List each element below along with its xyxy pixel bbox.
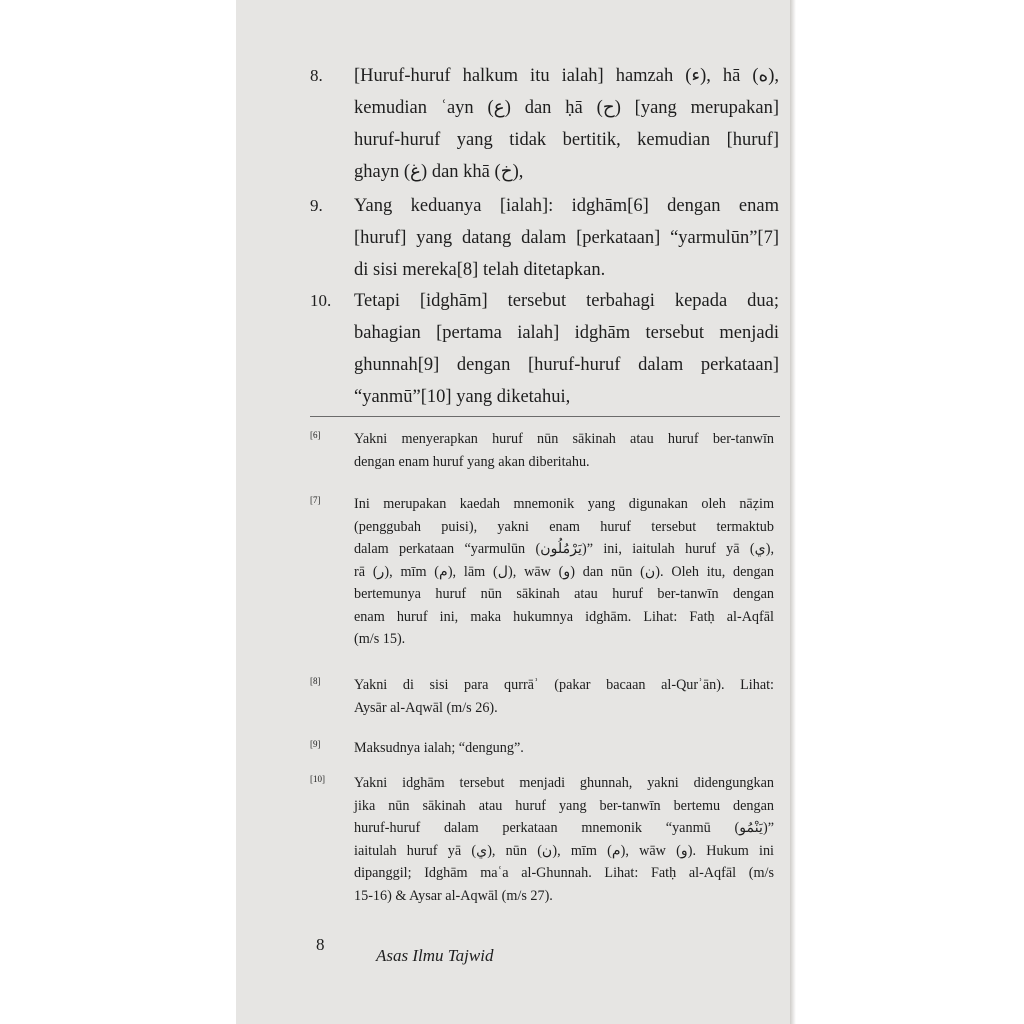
footnote-marker: [6] (310, 430, 321, 440)
book-page (236, 0, 790, 1024)
footnote-text (354, 493, 774, 651)
footnote-line: Yakni di sisi para qurrāʾ (pakar bacaan al-Qurʾān). Lihat: (354, 677, 774, 693)
footnote-line: rā (ر), mīm (م), lām (ل), wāw (و) dan nūn (ن). Oleh itu, dengan (354, 563, 775, 580)
footnote-marker: [8] (310, 676, 321, 686)
footnote-line: 15-16) & Aysar al-Aqwāl (m/s 27). (354, 887, 553, 904)
footnote-text (354, 772, 774, 907)
footnote-line: (m/s 15). (354, 631, 406, 647)
verse-text (354, 190, 779, 286)
footnote-line: bertemunya huruf nūn sākinah atau huruf ber-tanwīn dengan (354, 586, 774, 602)
footnote-line: huruf-huruf dalam perkataan mnemonik “yanmū (يَنْمُو)” (354, 820, 774, 836)
verse-line: Tetapi [idghām] tersebut terbahagi kepada dua; (354, 291, 779, 311)
verse-line: kemudian ʿayn (ع) dan ḥā (ح) [yang merupakan] (354, 98, 779, 118)
footnote-marker: [10] (310, 774, 325, 784)
footnote-line: dipanggil; Idghām maʿa al-Ghunnah. Lihat: Fatḥ al-Aqfāl (m/s (354, 865, 774, 881)
verse-line: ghayn (غ) dan khā (خ), (354, 162, 524, 182)
running-title: Asas Ilmu Tajwid (376, 946, 494, 965)
page-number: 8 (316, 935, 325, 954)
footnote-line: dengan enam huruf yang akan diberitahu. (354, 453, 590, 470)
verse-number: 8. (310, 66, 323, 85)
footnote-line: enam huruf ini, maka hukumnya idghām. Lihat: Fatḥ al-Aqfāl (354, 608, 774, 625)
page-edge-shadow (790, 0, 796, 1024)
footnote-line: Yakni idghām tersebut menjadi ghunnah, yakni didengungkan (354, 775, 774, 791)
verse-text (354, 285, 779, 413)
verse-line: [huruf] yang datang dalam [perkataan] “yarmulūn”[7] (354, 228, 779, 248)
verse-line: ghunnah[9] dengan [huruf-huruf dalam perkataan] (354, 355, 779, 375)
footnote-divider (310, 416, 780, 417)
footnote-line: jika nūn sākinah atau huruf yang ber-tanwīn bertemu dengan (354, 797, 774, 814)
verse-line: “yanmū”[10] yang diketahui, (354, 387, 571, 407)
footnote-text (354, 428, 774, 473)
footnote-text (354, 737, 774, 760)
verse-line: [Huruf-huruf halkum itu ialah] hamzah (ء), hā (ه), (354, 66, 779, 86)
footnote-line: Yakni menyerapkan huruf nūn sākinah atau huruf ber-tanwīn (354, 431, 774, 447)
verse-line: bahagian [pertama ialah] idghām tersebut menjadi (354, 323, 779, 343)
footnote-line: dalam perkataan “yarmulūn (يَرْمُلُون)” ini, iaitulah huruf yā (ي), (354, 541, 774, 557)
verse-line: huruf-huruf yang tidak bertitik, kemudian [huruf] (354, 130, 779, 150)
footnote-text (354, 674, 774, 719)
footnote-line: Ini merupakan kaedah mnemonik yang digunakan oleh nāẓim (354, 496, 774, 512)
verse-text (354, 60, 779, 188)
footnote-line: Aysār al-Aqwāl (m/s 26). (354, 699, 498, 716)
verse-line: di sisi mereka[8] telah ditetapkan. (354, 260, 606, 280)
footnote-marker: [9] (310, 739, 321, 749)
footnote-marker: [7] (310, 495, 321, 505)
footnote-line: Maksudnya ialah; “dengung”. (354, 740, 524, 756)
footnote-line: iaitulah huruf yā (ي), nūn (ن), mīm (م), wāw (و). Hukum ini (354, 842, 774, 859)
verse-number: 9. (310, 196, 323, 215)
verse-line: Yang keduanya [ialah]: idghām[6] dengan enam (354, 196, 779, 216)
footnote-line: (penggubah puisi), yakni enam huruf tersebut termaktub (354, 518, 774, 535)
verse-number: 10. (310, 291, 332, 310)
